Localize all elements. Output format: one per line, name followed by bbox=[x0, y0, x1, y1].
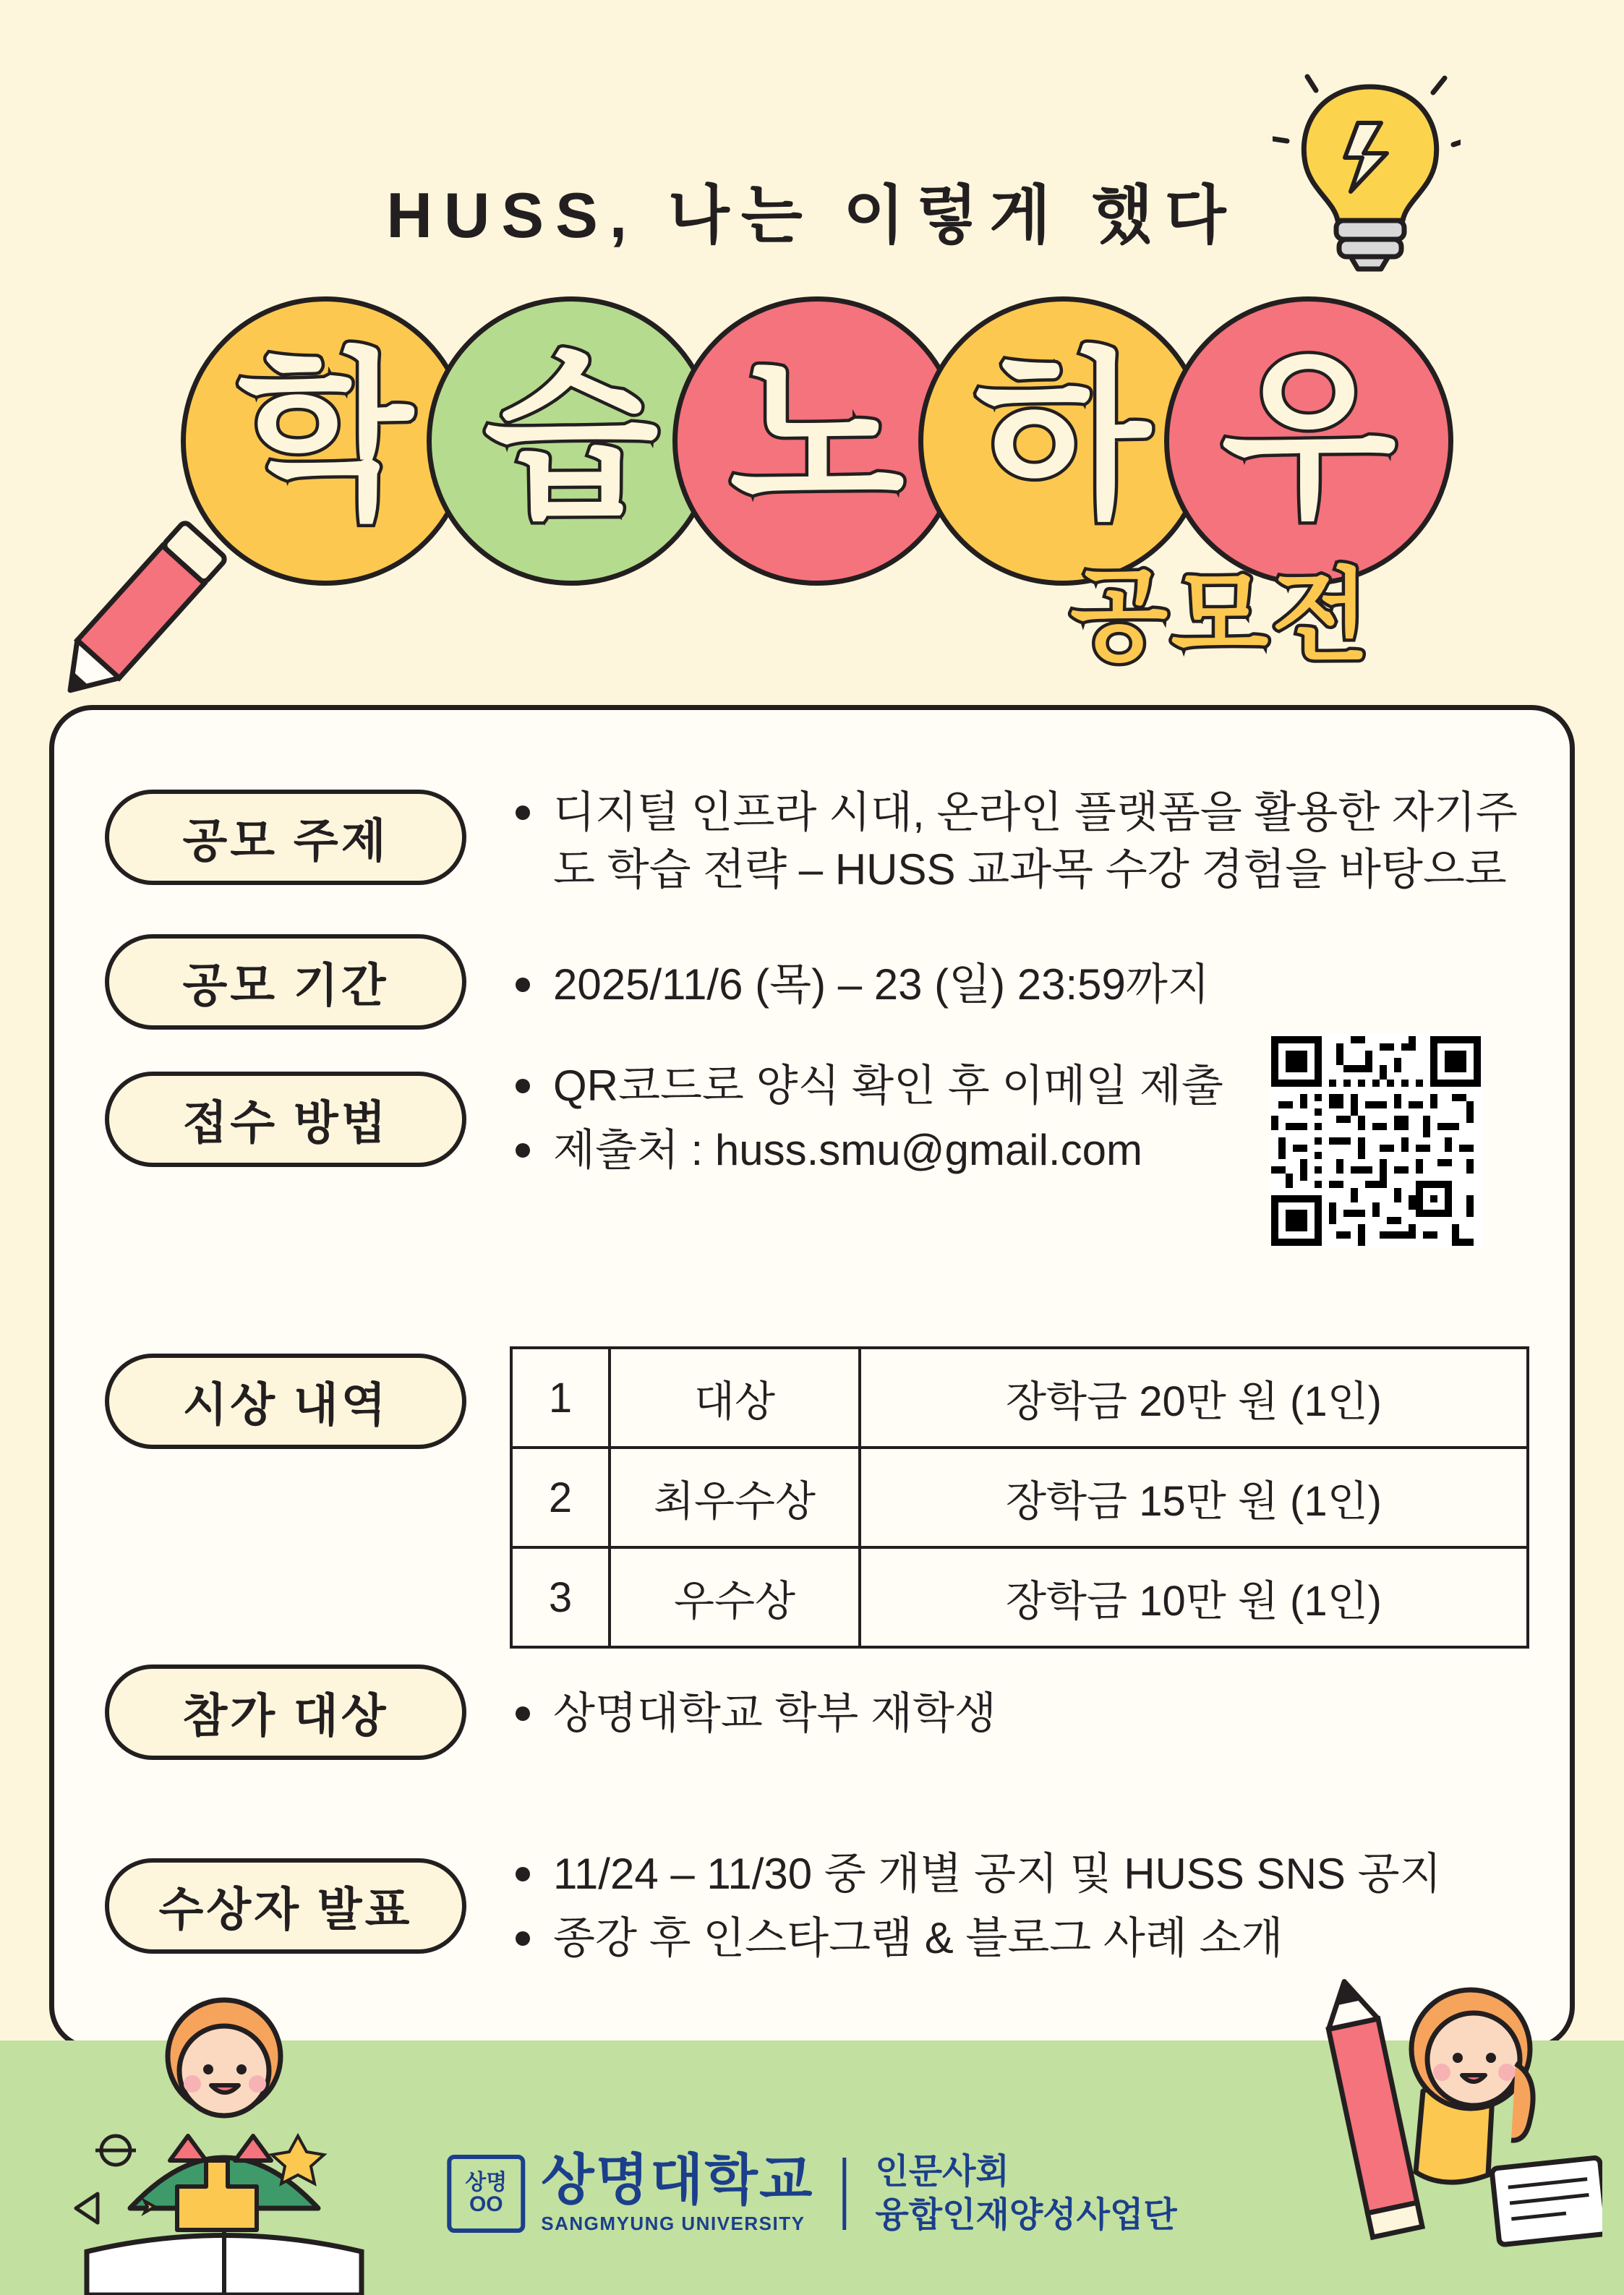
list-item: 디지털 인프라 시대, 온라인 플랫폼을 활용한 자기주도 학습 전략 – HUSS 교과목 수강 경험을 바탕으로 bbox=[510, 784, 1529, 898]
university-name-ko: 상명대학교 bbox=[541, 2149, 814, 2211]
student-with-pencil-illustration bbox=[1241, 1970, 1602, 2295]
title-circle-letter: 학 bbox=[238, 336, 413, 538]
award-name: 대상 bbox=[610, 1348, 860, 1448]
section-label: 수상자 발표 bbox=[105, 1858, 466, 1954]
title-subtitle: 공모전 bbox=[1070, 559, 1372, 672]
section-content bbox=[510, 1845, 1529, 1974]
footer-band bbox=[0, 2040, 1624, 2295]
university-name-block bbox=[541, 2149, 814, 2235]
awards-table bbox=[510, 1346, 1529, 1649]
department-block bbox=[875, 2150, 1176, 2237]
logo-divider bbox=[842, 2158, 846, 2230]
sangmyung-university-logo bbox=[447, 2150, 1176, 2237]
section-content bbox=[510, 956, 1529, 1020]
table-row bbox=[511, 1448, 1528, 1547]
logo-mark-top: 상명 bbox=[465, 2171, 508, 2194]
title-circle-letter: 우 bbox=[1221, 336, 1396, 538]
award-prize: 장학금 15만 원 (1인) bbox=[860, 1448, 1528, 1547]
list-item: 11/24 – 11/30 중 개별 공지 및 HUSS SNS 공지 bbox=[510, 1845, 1529, 1902]
section-label: 공모 기간 bbox=[105, 934, 466, 1030]
list-item: 상명대학교 학부 재학생 bbox=[510, 1685, 1529, 1742]
title-circle-letter: 노 bbox=[730, 336, 905, 538]
university-name-en: SANGMYUNG UNIVERSITY bbox=[541, 2212, 805, 2234]
section-content bbox=[510, 1685, 1529, 1749]
award-rank: 2 bbox=[511, 1448, 610, 1547]
award-name: 최우수상 bbox=[610, 1448, 860, 1547]
award-prize: 장학금 10만 원 (1인) bbox=[860, 1547, 1528, 1647]
logo-mark-icon bbox=[447, 2155, 525, 2233]
department-line-1: 인문사회 bbox=[875, 2153, 1009, 2191]
section-label: 접수 방법 bbox=[105, 1072, 466, 1167]
title-circle-letter: 습 bbox=[484, 336, 659, 538]
title-circle-letter: 하 bbox=[975, 336, 1150, 538]
section-content bbox=[510, 784, 1529, 905]
pencil-icon bbox=[29, 506, 246, 723]
qr-code-icon[interactable] bbox=[1269, 1034, 1483, 1248]
logo-mark-bottom: OO bbox=[469, 2192, 503, 2216]
award-rank: 3 bbox=[511, 1547, 610, 1647]
section-label: 시상 내역 bbox=[105, 1354, 466, 1449]
department-line-2: 융합인재양성사업단 bbox=[875, 2196, 1177, 2234]
list-item: 제출처 : huss.smu@gmail.com bbox=[510, 1121, 1529, 1179]
section-label: 참가 대상 bbox=[105, 1664, 466, 1760]
child-reading-illustration bbox=[43, 1970, 419, 2295]
award-prize: 장학금 20만 원 (1인) bbox=[860, 1348, 1528, 1448]
award-name: 우수상 bbox=[610, 1547, 860, 1647]
section-label: 공모 주제 bbox=[105, 790, 466, 885]
table-row bbox=[511, 1547, 1528, 1647]
award-rank: 1 bbox=[511, 1348, 610, 1448]
list-item: 종강 후 인스타그램 & 블로그 사례 소개 bbox=[510, 1910, 1529, 1967]
list-item: 2025/11/6 (목) – 23 (일) 23:59까지 bbox=[510, 956, 1529, 1013]
page-title: HUSS, 나는 이렇게 했다 bbox=[386, 179, 1238, 251]
info-card bbox=[49, 705, 1575, 2050]
list-item: QR코드로 양식 확인 후 이메일 제출 bbox=[510, 1057, 1529, 1114]
table-row bbox=[511, 1348, 1528, 1448]
